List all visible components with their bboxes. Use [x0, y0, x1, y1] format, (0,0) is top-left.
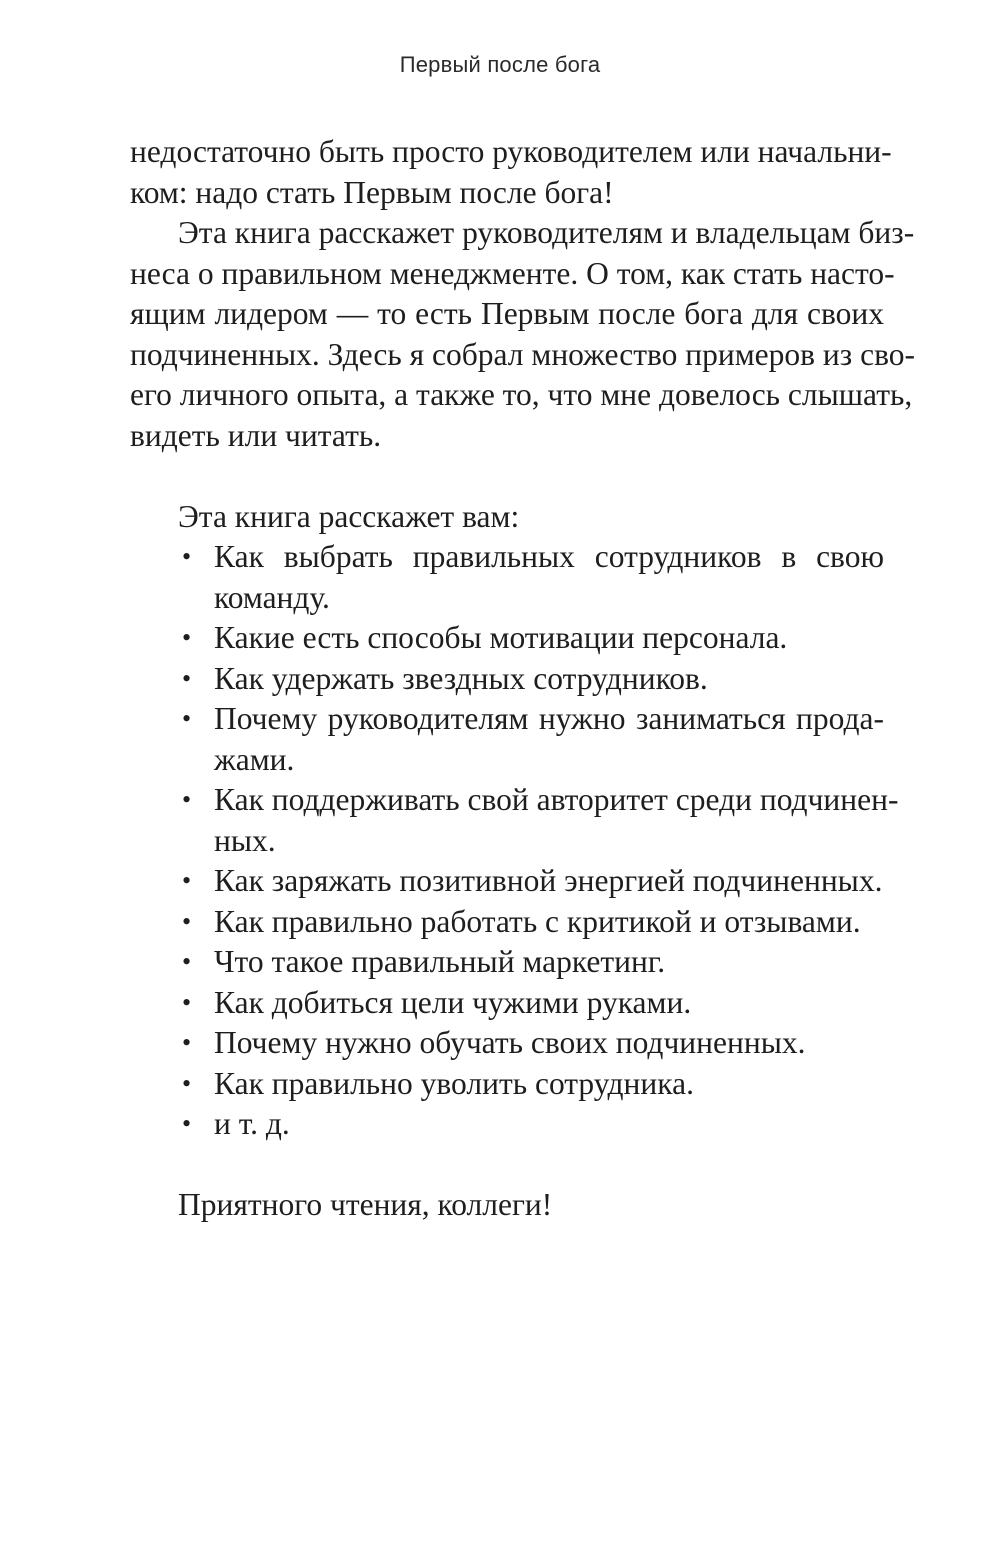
bullet-icon: • [182, 1109, 192, 1138]
list-item [130, 1023, 884, 1064]
bullet-icon: • [182, 623, 192, 652]
list-item [130, 618, 884, 659]
list-item-line: Как выбрать правильных сотрудников в свою [214, 539, 884, 574]
list-item-line: жами. [214, 741, 295, 777]
list-intro: Эта книга расскажет вам: [178, 498, 520, 534]
bullet-icon: • [182, 1068, 192, 1098]
list-item [130, 861, 884, 902]
bullet-icon: • [182, 866, 192, 895]
paragraph-continuation [130, 132, 892, 213]
paragraph-gap [130, 456, 884, 497]
closing-line: Приятного чтения, коллеги! [178, 1187, 553, 1222]
bullet-icon: • [182, 947, 192, 976]
feature-list [130, 537, 899, 1145]
text-line: ком: надо стать Первым после бога! [130, 174, 614, 210]
list-item-line: Как правильно работать с критикой и отзывами. [214, 903, 861, 939]
list-item-line: Как удержать звездных сотрудников. [214, 660, 708, 696]
body-text [130, 132, 915, 1226]
list-item-line: ных. [214, 822, 276, 858]
bullet-icon: • [182, 663, 192, 693]
list-item-line: Почему нужно обучать своих подчиненных. [214, 1025, 806, 1060]
text-line: недостаточно быть просто руководителем или начальни- [130, 134, 892, 169]
list-item-line: и т. д. [214, 1106, 290, 1141]
text-line: Эта книга расскажет руководителям и владельцам биз- [178, 215, 915, 250]
text-line: ящим лидером — то есть Первым после бога для своих [130, 296, 884, 331]
list-item-line: Как добиться цели чужими руками. [214, 984, 692, 1020]
bullet-icon: • [182, 1028, 192, 1057]
list-item-line: Почему руководителям нужно заниматься прода- [214, 701, 884, 736]
list-item-line: Как правильно уволить сотрудника. [214, 1065, 694, 1101]
list-item-line: Какие есть способы мотивации персонала. [214, 620, 788, 655]
list-item-line: Что такое правильный маркетинг. [214, 944, 666, 979]
text-line: его личного опыта, а также то, что мне довелось слышать, [130, 377, 913, 412]
list-item-line: команду. [214, 579, 330, 615]
text-line: видеть или читать. [130, 417, 382, 453]
paragraph-gap [130, 1145, 884, 1186]
list-item [130, 1064, 884, 1105]
bullet-icon: • [182, 906, 192, 936]
list-item [130, 780, 899, 861]
list-item [130, 537, 884, 618]
bullet-icon: • [182, 987, 192, 1017]
text-line: подчиненных. Здесь я собрал множество примеров из сво- [130, 336, 915, 372]
list-item [130, 983, 884, 1024]
text-line: неса о правильном менеджменте. О том, как стать насто- [130, 255, 895, 291]
list-item [130, 902, 884, 943]
bullet-icon: • [182, 542, 192, 571]
list-item [130, 1104, 884, 1145]
paragraph-intro [130, 213, 915, 456]
bullet-icon: • [182, 785, 192, 814]
list-item [130, 699, 884, 780]
list-item-line: Как заряжать позитивной энергией подчиненных. [214, 863, 883, 898]
running-head: Первый после бога [399, 52, 601, 77]
list-item-line: Как поддерживать свой авторитет среди подчинен- [214, 782, 899, 817]
list-item [130, 942, 884, 983]
list-item [130, 659, 884, 700]
bullet-icon: • [182, 704, 192, 733]
